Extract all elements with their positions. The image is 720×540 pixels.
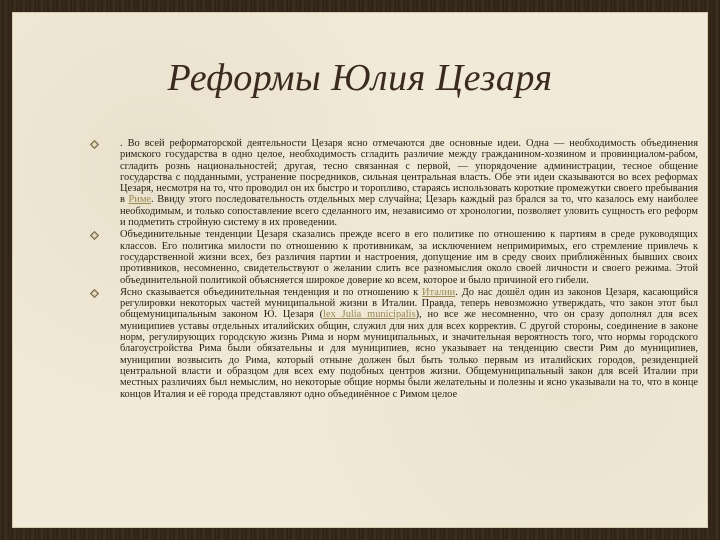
link-lex-julia[interactable]: lex Julia municipalis [323,309,416,321]
diamond-bullet-icon [90,289,99,298]
link-rome[interactable]: Риме [128,194,152,206]
paragraph-2 [90,229,698,285]
diamond-bullet-icon [90,231,99,240]
paragraph-2-text: Объединительные тенденции Цезаря сказались прежде всего в его политике по отношению к партиям в среде руководящих классов. Его политика милости по отношению к противникам, за исключением непримиримых, его стремление привлечь к государственной жизни всех, без различия партии и настроения, допущение им в среду своих приближённых бывших своих противников, несомненно, свидетельствуют о желании слить все разномыслия около своей личности и своего режима. Этой объединительной политикой объясняется широкое доверие ко всем, которое и было причиной его гибели. [120,229,698,286]
slide-content [90,138,698,401]
paragraph-3-text-a: Ясно сказывается объединительная тенденция и по отношению к [120,286,423,298]
paragraph-3 [90,287,698,400]
slide [12,12,708,528]
diamond-bullet-icon [90,140,99,149]
paragraph-3-text-b: . До нас дошёл один из законов Цезаря, касающийся регулировки некоторых частей муниципальной жизни в Италии. Правда, теперь невозможно утверждать, что закон этот был общемуниципальным законом Ю. Цезаря ( [120,286,698,321]
paragraph-3-text-c: ), но все же несомненно, что он сразу дополнял для всех муниципиев уставы отдельных италийских общин, служил для них для всех корректив. С другой стороны, соединение в законе норм, регулирующих городскую жизнь Рима и норм муниципальных, и значительная вероятность того, что нормы городского благоустройства Рима были обязательны и для муниципиев, ясно указывает на тенденцию свести Рим до муниципиев, муниципии возвысить до Рима, который отныне должен был быть только первым из италийских городов, резиденцией центральной власти и образцом для всех ему подобных центров жизни. Общемуниципальный закон для всей Италии при местных различиях был немыслим, но некоторые общие нормы были желательны и полезны и ясно указывали на то, что в конце концов Италия и её города представляют одно объединённое с Римом целое [120,309,698,400]
link-italy[interactable]: Италии [422,286,456,298]
paragraph-1 [90,138,698,228]
paragraph-1-text-a: . Во всей реформаторской деятельности Цезаря ясно отмечаются две основные идеи. Одна — необходимость объединения римского государства в одно целое, необходимость сгладить различие между гражданином-хозяином и провинциалом-рабом, сгладить рознь национальностей; другая, тесно связанная с первой, — упорядочение администрации, тесное общение государства с подданными, устранение посредников, сильная центральная власть. Обе эти идеи сказываются во всех реформах Цезаря, несмотря на то, что проводил он их быстро и торопливо, стараясь использовать короткие промежутки своего пребывания в [120,138,698,206]
slide-title: Реформы Юлия Цезаря [167,57,553,99]
paragraph-1-text-b: . Ввиду этого последовательность отдельных мер случайна; Цезарь каждый раз брался за то, что казалось ему наиболее необходимым, и только сопоставление всего сделанного им, независимо от хронологии, позволяет уловить сущность его реформ и подметить стройную систему в их проведении. [120,194,698,229]
